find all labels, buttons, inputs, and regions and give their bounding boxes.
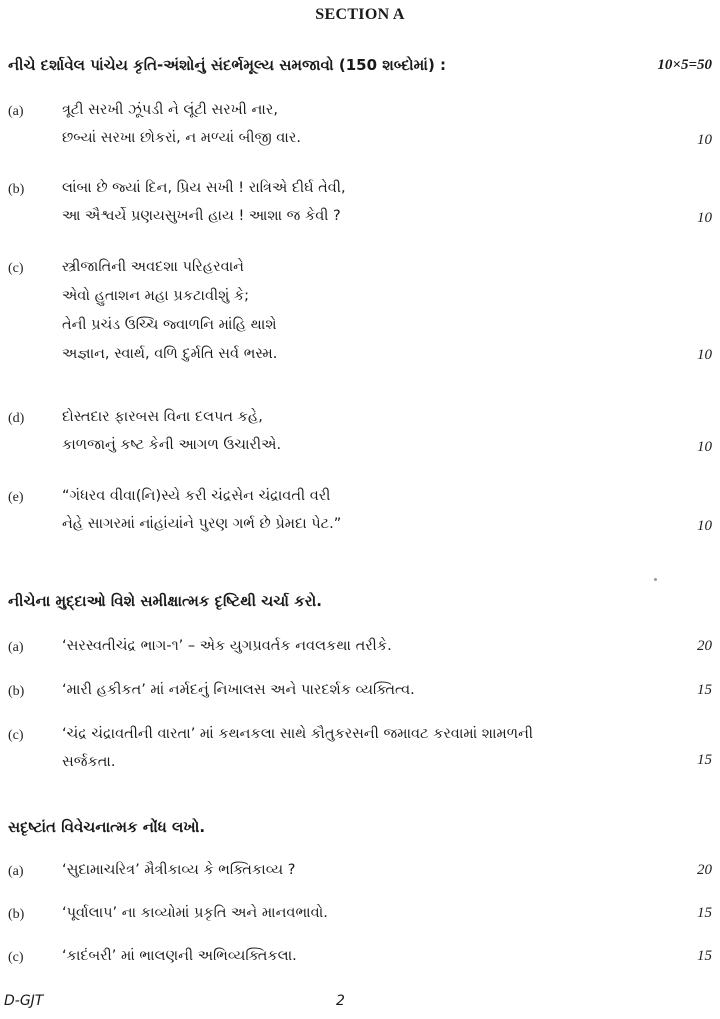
verse-line: દોસ્તદાર ફારબસ વિના દલપત કહે, bbox=[62, 409, 263, 425]
part1-question-c bbox=[8, 253, 712, 373]
question-marks: 10 bbox=[697, 518, 712, 534]
question-marks: 10 bbox=[697, 210, 712, 226]
paper-code: D-GJT bbox=[4, 993, 44, 1009]
question-label: (c) bbox=[8, 950, 24, 965]
part3-question-a bbox=[8, 856, 712, 886]
question-text bbox=[62, 899, 672, 927]
question-label: (c) bbox=[8, 728, 24, 743]
question-line: ‘મારી હકીકત’ માં નર્મદનું નિખાલસ અને પારદર્શક વ્યક્તિત્વ. bbox=[62, 682, 415, 698]
question-text bbox=[62, 174, 672, 230]
part2-question-b bbox=[8, 676, 712, 706]
verse-line: અજ્ઞાન, સ્વાર્થ, વળિ દુર્મતિ સર્વ ભસ્મ. bbox=[62, 346, 278, 362]
question-text bbox=[62, 942, 672, 970]
question-marks: 20 bbox=[697, 862, 712, 878]
part3-heading: સદૃષ્ટાંત વિવેચનાત્મક નોંધ લખો. bbox=[8, 818, 206, 836]
question-marks: 15 bbox=[697, 948, 712, 964]
question-marks: 10 bbox=[697, 132, 712, 148]
part1-total-marks: 10×5=50 bbox=[657, 57, 712, 73]
question-line: ‘સરસ્વતીચંદ્ર ભાગ-૧’ – એક યુગપ્રવર્તક નવલકથા તરીકે. bbox=[62, 638, 392, 654]
verse-line: છબ્યાં સરખા છોકરાં, ન મળ્યાં બીજી વાર. bbox=[62, 130, 301, 146]
question-text bbox=[62, 856, 672, 884]
question-text bbox=[62, 403, 672, 459]
question-line: સર્જકતા. bbox=[62, 754, 116, 770]
question-label: (e) bbox=[8, 490, 24, 505]
verse-line: કાળજાનું કષ્ટ કેની આગળ ઉચારીએ. bbox=[62, 437, 282, 453]
verse-line: આ ઐશ્વર્યે પ્રણયસુખની હાય ! આશા જ કેવી ? bbox=[62, 208, 341, 224]
question-label: (b) bbox=[8, 907, 25, 922]
part2-heading: નીચેના મુદ્દાઓ વિશે સમીક્ષાત્મક દૃષ્ટિથી ચર્ચા કરો. bbox=[8, 592, 322, 610]
question-line: ‘કાદંબરી’ માં ભાલણની અભિવ્યક્તિકલા. bbox=[62, 948, 297, 964]
verse-line: લાંબા છે જ્યાં દિન, પ્રિય સખી ! રાત્રિએ દીર્ઘ તેવી, bbox=[62, 180, 346, 196]
part1-heading: નીચે દર્શાવેલ પાંચેય કૃતિ-અંશોનું સંદર્ભમૂલ્ય સમજાવો (150 શબ્દોમાં) : bbox=[8, 56, 447, 74]
question-label: (a) bbox=[8, 864, 24, 879]
part1-question-d bbox=[8, 403, 712, 463]
question-label: (a) bbox=[8, 104, 24, 119]
page-number: 2 bbox=[336, 993, 345, 1009]
part1-question-b bbox=[8, 174, 712, 234]
question-text bbox=[62, 632, 672, 660]
question-label: (b) bbox=[8, 182, 25, 197]
question-marks: 20 bbox=[697, 638, 712, 654]
question-label: (b) bbox=[8, 684, 25, 699]
part2-question-a bbox=[8, 632, 712, 662]
question-line: ‘ચંદ્ર ચંદ્રાવતીની વારતા’ માં કથનકલા સાથે કૌતુકરસની જમાવટ કરવામાં શામળની bbox=[62, 726, 534, 742]
question-label: (d) bbox=[8, 411, 25, 426]
question-line: ‘સુદામાચરિત્ર’ મૈત્રીકાવ્ય કે ભક્તિકાવ્ય ? bbox=[62, 862, 296, 878]
question-label: (a) bbox=[8, 640, 24, 655]
question-marks: 10 bbox=[697, 347, 712, 363]
question-marks: 15 bbox=[697, 682, 712, 698]
question-text bbox=[62, 96, 672, 152]
part3-question-c bbox=[8, 942, 712, 972]
verse-line: એવો હુતાશન મહા પ્રકટાવીશું કે; bbox=[62, 288, 250, 304]
question-label: (c) bbox=[8, 261, 24, 276]
verse-line: સ્ત્રીજાતિની અવદશા પરિહરવાને bbox=[62, 259, 244, 275]
question-text bbox=[62, 482, 672, 538]
part1-question-e bbox=[8, 482, 712, 542]
question-marks: 10 bbox=[697, 439, 712, 455]
section-title: SECTION A bbox=[315, 6, 405, 23]
part3-question-b bbox=[8, 899, 712, 929]
verse-line: ત્રૂટી સરખી ઝૂંપડી ને લૂંટી સરખી નાર, bbox=[62, 102, 278, 118]
verse-line: નેહે સાગરમાં નાંહાંયાંને પુરણ ગર્ભ છે પ્રેમદા પેટ.” bbox=[62, 516, 342, 532]
question-text bbox=[62, 676, 672, 704]
part1-question-a bbox=[8, 96, 712, 156]
question-marks: 15 bbox=[697, 905, 712, 921]
verse-line: “ગંધરવ વીવા(નિ)સ્યે કરી ચંદ્રસેન ચંદ્રાવતી વરી bbox=[62, 488, 331, 504]
question-marks: 15 bbox=[697, 752, 712, 768]
verse-line: તેની પ્રચંડ ઉચ્ચિ જ્વાળનિ માંહિ થાશે bbox=[62, 317, 277, 333]
question-text bbox=[62, 720, 672, 776]
scan-speck bbox=[654, 578, 657, 581]
part2-question-c bbox=[8, 720, 712, 780]
question-line: ‘પૂર્વાલાપ’ ના કાવ્યોમાં પ્રકૃતિ અને માનવભાવો. bbox=[62, 905, 328, 921]
question-text bbox=[62, 253, 672, 369]
